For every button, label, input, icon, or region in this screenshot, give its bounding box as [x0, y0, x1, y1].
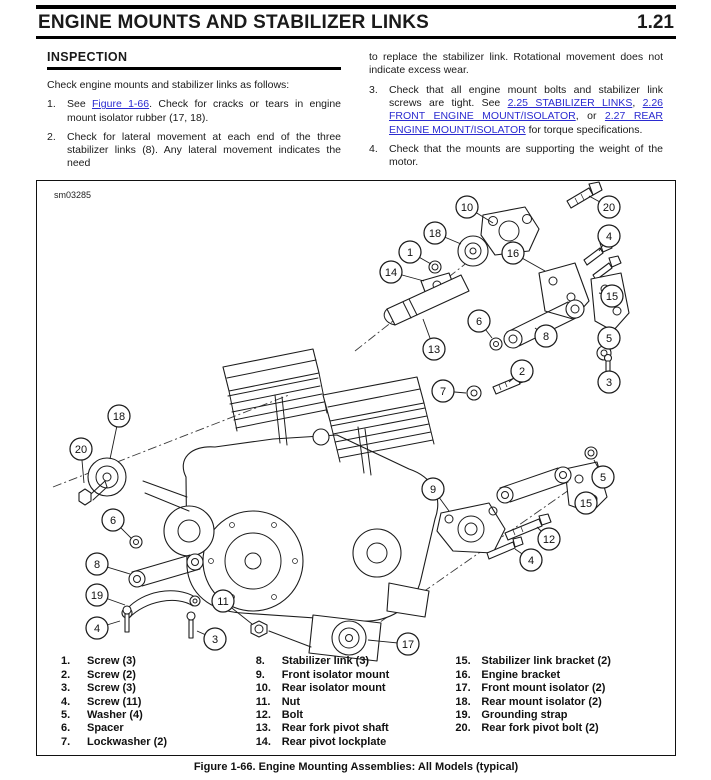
callout-2: [511, 360, 533, 382]
legend-item-label: Stabilizer link (3): [281, 655, 370, 668]
callout-17: [397, 633, 419, 655]
legend-item-number: 16.: [455, 668, 471, 681]
step-text: [67, 98, 341, 124]
callout-4: [598, 225, 620, 247]
page-header: [36, 9, 676, 36]
callout-13: [423, 338, 445, 360]
legend-item-label: Bolt: [281, 709, 304, 722]
legend-item-label: Front mount isolator (2): [481, 682, 606, 695]
legend-item: [455, 696, 669, 709]
svg-text:7: 7: [439, 386, 447, 399]
legend-item: [61, 722, 256, 735]
figure-legend: [61, 655, 669, 749]
rear-engine-mount-isolator-xref[interactable]: 2.27 REAR ENGINE MOUNT/ISOLATOR: [389, 110, 664, 136]
step-text-segment: Check that the mounts are supporting the weight of the motor.: [389, 142, 663, 168]
continuation-paragraph: to replace the stabilizer link. Rotational movement does not indicate excess wear.: [369, 50, 663, 76]
step-text: [389, 84, 663, 137]
legend-item-label: Screw (11): [87, 695, 142, 708]
legend-item: [61, 682, 256, 695]
svg-text:16: 16: [506, 248, 520, 261]
svg-text:14: 14: [384, 267, 398, 280]
step-1: [47, 98, 341, 124]
front-engine-mount-isolator-xref[interactable]: 2.26 FRONT ENGINE MOUNT/ISOLATOR: [389, 97, 664, 123]
callout-5: [592, 466, 614, 488]
step-text-segment: See: [67, 98, 93, 111]
legend-item-number: 18.: [455, 695, 471, 708]
callout-9: [422, 478, 444, 500]
step-text-segment: for torque specifications.: [525, 123, 643, 136]
svg-text:2: 2: [518, 366, 526, 379]
text-columns: [36, 39, 676, 171]
legend-item-label: Grounding strap: [481, 709, 568, 722]
svg-text:19: 19: [90, 590, 104, 603]
callout-4: [86, 617, 108, 639]
callout-8: [86, 553, 108, 575]
svg-text:13: 13: [427, 344, 441, 357]
legend-item-label: Spacer: [87, 722, 124, 735]
legend-item-label: Rear pivot lockplate: [281, 735, 387, 748]
legend-item-number: 4.: [61, 695, 71, 708]
legend-item-label: Rear fork pivot bolt (2): [481, 722, 599, 735]
callout-19: [86, 584, 108, 606]
callout-1: [399, 241, 421, 263]
legend-item-number: 2.: [61, 668, 71, 681]
legend-item-number: 1.: [61, 655, 71, 668]
step-number: 4.: [369, 142, 378, 155]
legend-item-label: Washer (4): [87, 709, 143, 722]
legend-item-label: Nut: [281, 695, 301, 708]
page-number: 1.21: [637, 12, 674, 33]
svg-text:5: 5: [599, 472, 607, 485]
callout-6: [102, 509, 124, 531]
legend-item: [256, 696, 456, 709]
step-number: 2.: [47, 130, 56, 143]
callout-20: [598, 196, 620, 218]
intro-paragraph: Check engine mounts and stabilizer links as follows:: [47, 79, 290, 92]
legend-item-number: 13.: [255, 722, 271, 735]
svg-text:20: 20: [74, 444, 88, 457]
svg-text:10: 10: [460, 202, 474, 215]
legend-item: [61, 736, 256, 749]
svg-text:15: 15: [605, 291, 619, 304]
callout-3: [598, 371, 620, 393]
svg-text:8: 8: [93, 559, 101, 572]
legend-column: [256, 655, 456, 749]
svg-text:3: 3: [211, 634, 219, 647]
legend-column: [61, 655, 256, 749]
step-text-segment: , or: [575, 110, 605, 123]
legend-item-label: Lockwasher (2): [87, 735, 168, 748]
callout-14: [380, 261, 402, 283]
callout-5: [598, 327, 620, 349]
legend-item: [256, 709, 456, 722]
svg-text:11: 11: [217, 596, 229, 609]
step-3: [369, 84, 663, 137]
callout-18: [424, 222, 446, 244]
legend-item: [455, 682, 669, 695]
section-heading: INSPECTION: [47, 49, 128, 64]
callout-12: [538, 528, 560, 550]
svg-text:4: 4: [93, 623, 101, 636]
svg-text:18: 18: [428, 228, 442, 241]
legend-item-label: Engine bracket: [481, 668, 561, 681]
legend-item: [61, 696, 256, 709]
legend-item-number: 15.: [455, 655, 471, 668]
legend-item: [61, 669, 256, 682]
step-text: [67, 131, 341, 171]
legend-item-label: Rear isolator mount: [281, 682, 386, 695]
legend-item: [455, 709, 669, 722]
legend-item: [256, 736, 456, 749]
legend-item-label: Front isolator mount: [281, 668, 390, 681]
callout-18: [108, 405, 130, 427]
legend-item-number: 11.: [255, 695, 271, 708]
legend-item-number: 3.: [61, 682, 71, 695]
svg-text:4: 4: [527, 555, 535, 568]
svg-text:6: 6: [475, 316, 483, 329]
step-4: [369, 143, 663, 169]
callout-15: [575, 492, 597, 514]
legend-item-number: 10.: [255, 682, 271, 695]
callout-20: [70, 438, 92, 460]
figure-caption: Figure 1-66. Engine Mounting Assemblies: All Models (typical): [193, 761, 519, 774]
legend-item: [61, 709, 256, 722]
legend-item: [61, 655, 256, 668]
legend-item-number: 5.: [61, 709, 71, 722]
callout-4: [520, 549, 542, 571]
legend-item-number: 19.: [455, 709, 471, 722]
legend-item-label: Screw (3): [87, 655, 136, 668]
legend-item-label: Rear fork pivot shaft: [281, 722, 389, 735]
right-column: [369, 51, 663, 171]
svg-text:5: 5: [605, 333, 613, 346]
page-title: ENGINE MOUNTS AND STABILIZER LINKS: [38, 12, 430, 33]
svg-text:15: 15: [579, 498, 593, 511]
svg-text:1: 1: [406, 247, 414, 260]
legend-item-number: 17.: [455, 682, 471, 695]
legend-item: [455, 722, 669, 735]
callout-15: [601, 285, 623, 307]
legend-item: [256, 669, 456, 682]
step-text-segment: . Check for cracks or tears in engine mount isolator rubber (17, 18).: [67, 98, 342, 124]
step-text-segment: Check that all engine mount bolts and stabilizer link screws are tight. See: [389, 83, 663, 110]
legend-item: [455, 655, 669, 668]
page-content: [36, 5, 676, 773]
legend-item-number: 9.: [255, 668, 265, 681]
svg-text:18: 18: [112, 411, 126, 424]
step-text: [389, 143, 663, 169]
svg-text:20: 20: [602, 202, 616, 215]
legend-item-label: Screw (2): [87, 668, 136, 681]
legend-column: [455, 655, 669, 749]
callout-16: [502, 242, 524, 264]
legend-item: [256, 722, 456, 735]
svg-text:9: 9: [429, 484, 437, 497]
figure-code: sm03285: [54, 190, 92, 201]
legend-item: [455, 669, 669, 682]
legend-item-label: Rear mount isolator (2): [481, 695, 602, 708]
figure-1-66-link[interactable]: Figure 1-66: [92, 98, 150, 111]
svg-text:17: 17: [401, 639, 415, 652]
stabilizer-links-xref[interactable]: 2.25 STABILIZER LINKS: [507, 97, 633, 110]
svg-text:12: 12: [542, 534, 556, 547]
callout-3: [204, 628, 226, 650]
figure-box: [36, 180, 676, 756]
callout-11: [212, 590, 234, 612]
callout-6: [468, 310, 490, 332]
legend-item-number: 20.: [455, 722, 471, 735]
callout-7: [432, 380, 454, 402]
step-number: 3.: [369, 83, 378, 96]
legend-item: [256, 655, 456, 668]
svg-text:4: 4: [605, 231, 613, 244]
legend-item-label: Screw (3): [87, 682, 136, 695]
legend-item-number: 6.: [61, 722, 71, 735]
svg-text:3: 3: [605, 377, 613, 390]
legend-item-number: 7.: [61, 735, 71, 748]
legend-item: [256, 682, 456, 695]
legend-item-label: Stabilizer link bracket (2): [481, 655, 611, 668]
legend-item-number: 14.: [255, 735, 271, 748]
svg-text:8: 8: [542, 331, 550, 344]
left-column: [47, 51, 341, 171]
svg-text:6: 6: [109, 515, 117, 528]
step-2: [47, 131, 341, 171]
step-number: 1.: [47, 98, 56, 111]
section-heading-rule: [47, 67, 341, 71]
legend-item-number: 8.: [255, 655, 265, 668]
legend-item-number: 12.: [255, 709, 271, 722]
callout-8: [535, 325, 557, 347]
step-text-segment: Check for lateral movement at each end of the three stabilizer links (8). Any lateral movement indicates the need: [67, 130, 341, 170]
step-text-segment: ,: [632, 97, 643, 110]
callout-10: [456, 196, 478, 218]
